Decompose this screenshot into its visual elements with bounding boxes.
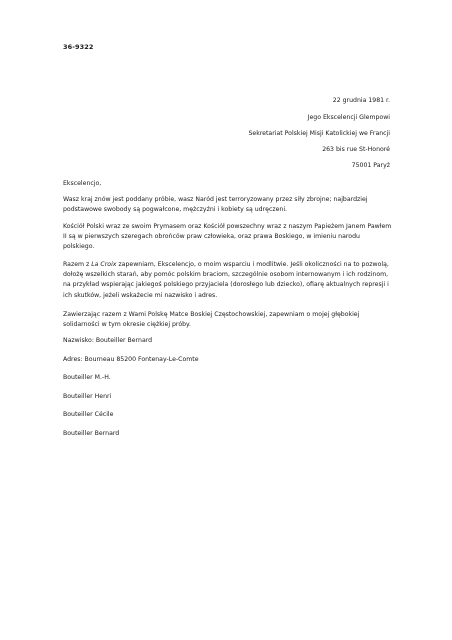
paragraph-3 (63, 260, 393, 301)
recipient-office: Sekretariat Polskiej Misji Katolickiej we Francji (248, 130, 390, 137)
salutation: Ekscelencjo, (63, 180, 102, 187)
signature-2: Bouteiller Henri (63, 393, 112, 400)
paragraph-1: Wasz kraj znów jest poddany próbie, wasz Naród jest terroryzowany przez siły zbrojne; najbardziej podstawowe swobody są pogwałcone, mężczyźni i kobiety są udręczeni. (63, 196, 368, 214)
signature-4: Bouteiller Bernard (63, 430, 120, 437)
signature-1: Bouteiller M.-H. (63, 374, 111, 381)
recipient-city: 75001 Paryż (351, 162, 390, 169)
paragraph-3-start: Razem z (63, 261, 92, 268)
recipient-street: 263 bis rue St-Honoré (322, 146, 390, 153)
signature-3: Bouteiller Cécile (63, 411, 114, 418)
letter-date: 22 grudnia 1981 r. (332, 97, 390, 104)
recipient-name: Jego Ekscelencji Glempowi (307, 114, 390, 121)
address-line: Adres: Bourneau 85200 Fontenay-Le-Comte (63, 356, 199, 363)
name-line: Nazwisko: Bouteiller Bernard (63, 337, 153, 344)
newspaper-title: La Croix (91, 261, 117, 268)
paragraph-2: Kościół Polski wraz ze swoim Prymasem oraz Kościół powszechny wraz z naszym Papieżem Janem Pawłem II są w pierwszych szeregach obrońców praw człowieka, oraz prawa Boskiego, w imieniu narodu polskiego. (63, 223, 392, 251)
paragraph-3-rest: zapewniam, Ekscelencjo, o moim wsparciu i modlitwie. Jeśli okoliczności na to pozwolą, dołożę wszelkich starań, aby pomóc polskim braciom, szczególnie osobom internowanym i ich rodzinom, na przykład wspierając jakiegoś polskiego przyjaciela (dorosłego lub dziecko), ofiarę aktualnych represji i ich skutków, jeżeli wskażecie mi nazwisko i adres. (63, 261, 389, 299)
document-id: 36-9322 (63, 43, 94, 51)
paragraph-4: Zawierzając razem z Wami Polskę Matce Boskiej Częstochowskiej, zapewniam o mojej głębokiej solidarności w tym okresie ciężkiej próby. (63, 311, 360, 329)
